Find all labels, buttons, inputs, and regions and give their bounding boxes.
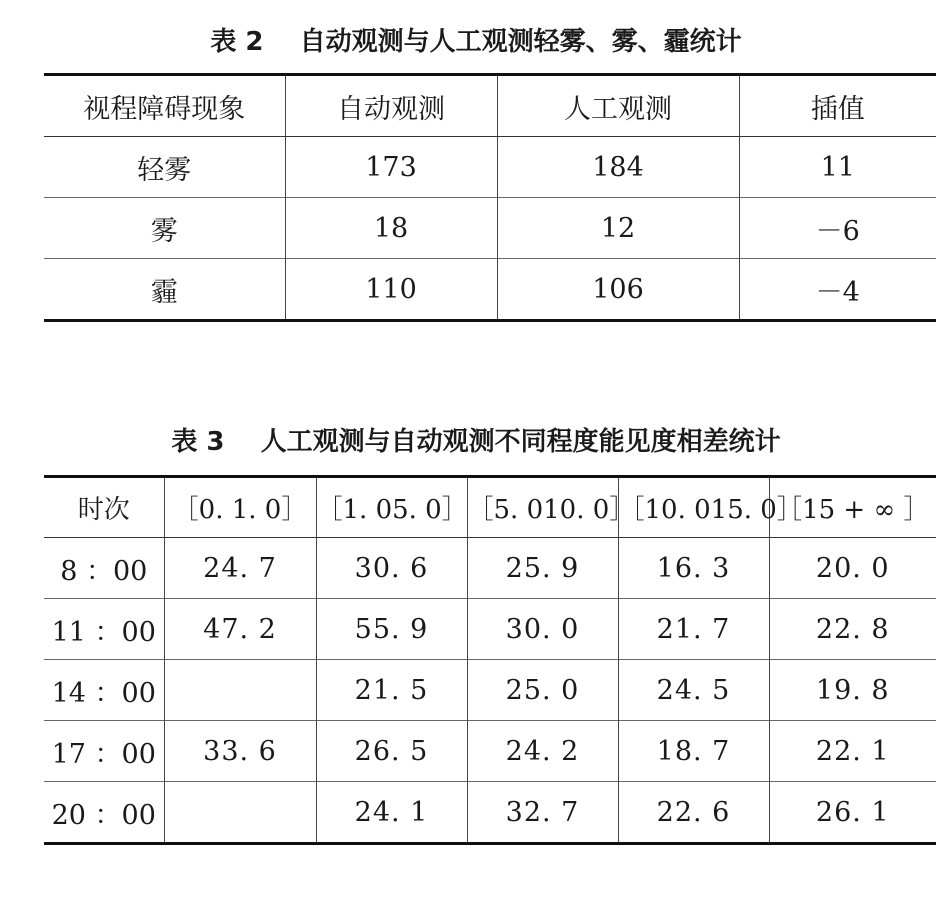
table3-cell: 24. 5 [618, 660, 769, 721]
table3-header-range: ［5. 010. 0］ [467, 477, 618, 538]
table2-cell: 轻雾 [137, 154, 192, 186]
table3-cell: 21. 5 [316, 660, 467, 721]
table3-cell: 24. 1 [316, 782, 467, 844]
table-row [44, 782, 936, 844]
table2 [44, 73, 936, 322]
table2-cell: 18 [285, 198, 497, 259]
table3-cell: 55. 9 [316, 599, 467, 660]
table2-cell: 12 [497, 198, 739, 259]
table3-caption: 表 3 人工观测与自动观测不同程度能见度相差统计 [171, 427, 781, 457]
table-row [44, 660, 936, 721]
table2-cell: 184 [497, 137, 739, 198]
table3-time-cell: 20 ：00 [44, 782, 164, 844]
table3 [44, 475, 936, 845]
table3-cell: 32. 7 [467, 782, 618, 844]
table3-cell: 24. 7 [164, 538, 316, 599]
table3-header-time: 时次 [44, 477, 164, 538]
table2-cell: 霾 [44, 259, 285, 321]
table3-cell: 16. 3 [618, 538, 769, 599]
table-row [44, 599, 936, 660]
table2-header-row [44, 75, 936, 137]
table2-cell: 雾 [44, 198, 285, 259]
table3-cell: 30. 6 [316, 538, 467, 599]
table3-cell: 21. 7 [618, 599, 769, 660]
table3-cell [164, 782, 316, 844]
table3-header-range: ［10. 015. 0］ [618, 477, 769, 538]
table3-header-range: ［0. 1. 0］ [164, 477, 316, 538]
table3-time-cell: 17 ：00 [44, 721, 164, 782]
table2-header-phenomenon: 视程障碍现象 [44, 75, 285, 137]
table2-header-manual: 人工观测 [497, 75, 739, 137]
table2-cell: 11 [739, 137, 936, 198]
table-row [44, 259, 936, 321]
table3-cell [164, 660, 316, 721]
table3-cell: 22. 8 [769, 599, 936, 660]
table3-time-cell: 11 ：00 [44, 599, 164, 660]
table3-cell: 24. 2 [467, 721, 618, 782]
table2-caption: 表 2 自动观测与人工观测轻雾、雾、霾统计 [210, 27, 742, 57]
table2-cell: －6 [739, 198, 936, 259]
table3-cell: 26. 1 [769, 782, 936, 844]
table3-cell: 26. 5 [316, 721, 467, 782]
table3-header-row [44, 477, 936, 538]
table3-cell: 47. 2 [164, 599, 316, 660]
table3-header-range: ［15 + ∞ ］ [769, 477, 936, 538]
table-row [44, 198, 936, 259]
table3-cell: 30. 0 [467, 599, 618, 660]
table-row [44, 137, 936, 198]
table3-time-cell: 14 ：00 [44, 660, 164, 721]
table3-cell: 25. 9 [467, 538, 618, 599]
table3-cell: 25. 0 [467, 660, 618, 721]
table2-cell: 106 [497, 259, 739, 321]
table2-cell: 173 [285, 137, 497, 198]
table2-cell: －4 [739, 259, 936, 321]
table3-cell: 19. 8 [769, 660, 936, 721]
table3-time-cell: 8 ：00 [60, 555, 148, 587]
table3-cell: 18. 7 [618, 721, 769, 782]
table-row [44, 538, 936, 599]
table-row [44, 721, 936, 782]
table2-header-auto: 自动观测 [285, 75, 497, 137]
table3-header-range: ［1. 05. 0］ [316, 477, 467, 538]
table2-header-diff: 插值 [739, 75, 936, 137]
table3-cell: 20. 0 [769, 538, 936, 599]
table2-cell: 110 [285, 259, 497, 321]
table3-cell: 33. 6 [164, 721, 316, 782]
table3-cell: 22. 1 [769, 721, 936, 782]
table3-cell: 22. 6 [618, 782, 769, 844]
